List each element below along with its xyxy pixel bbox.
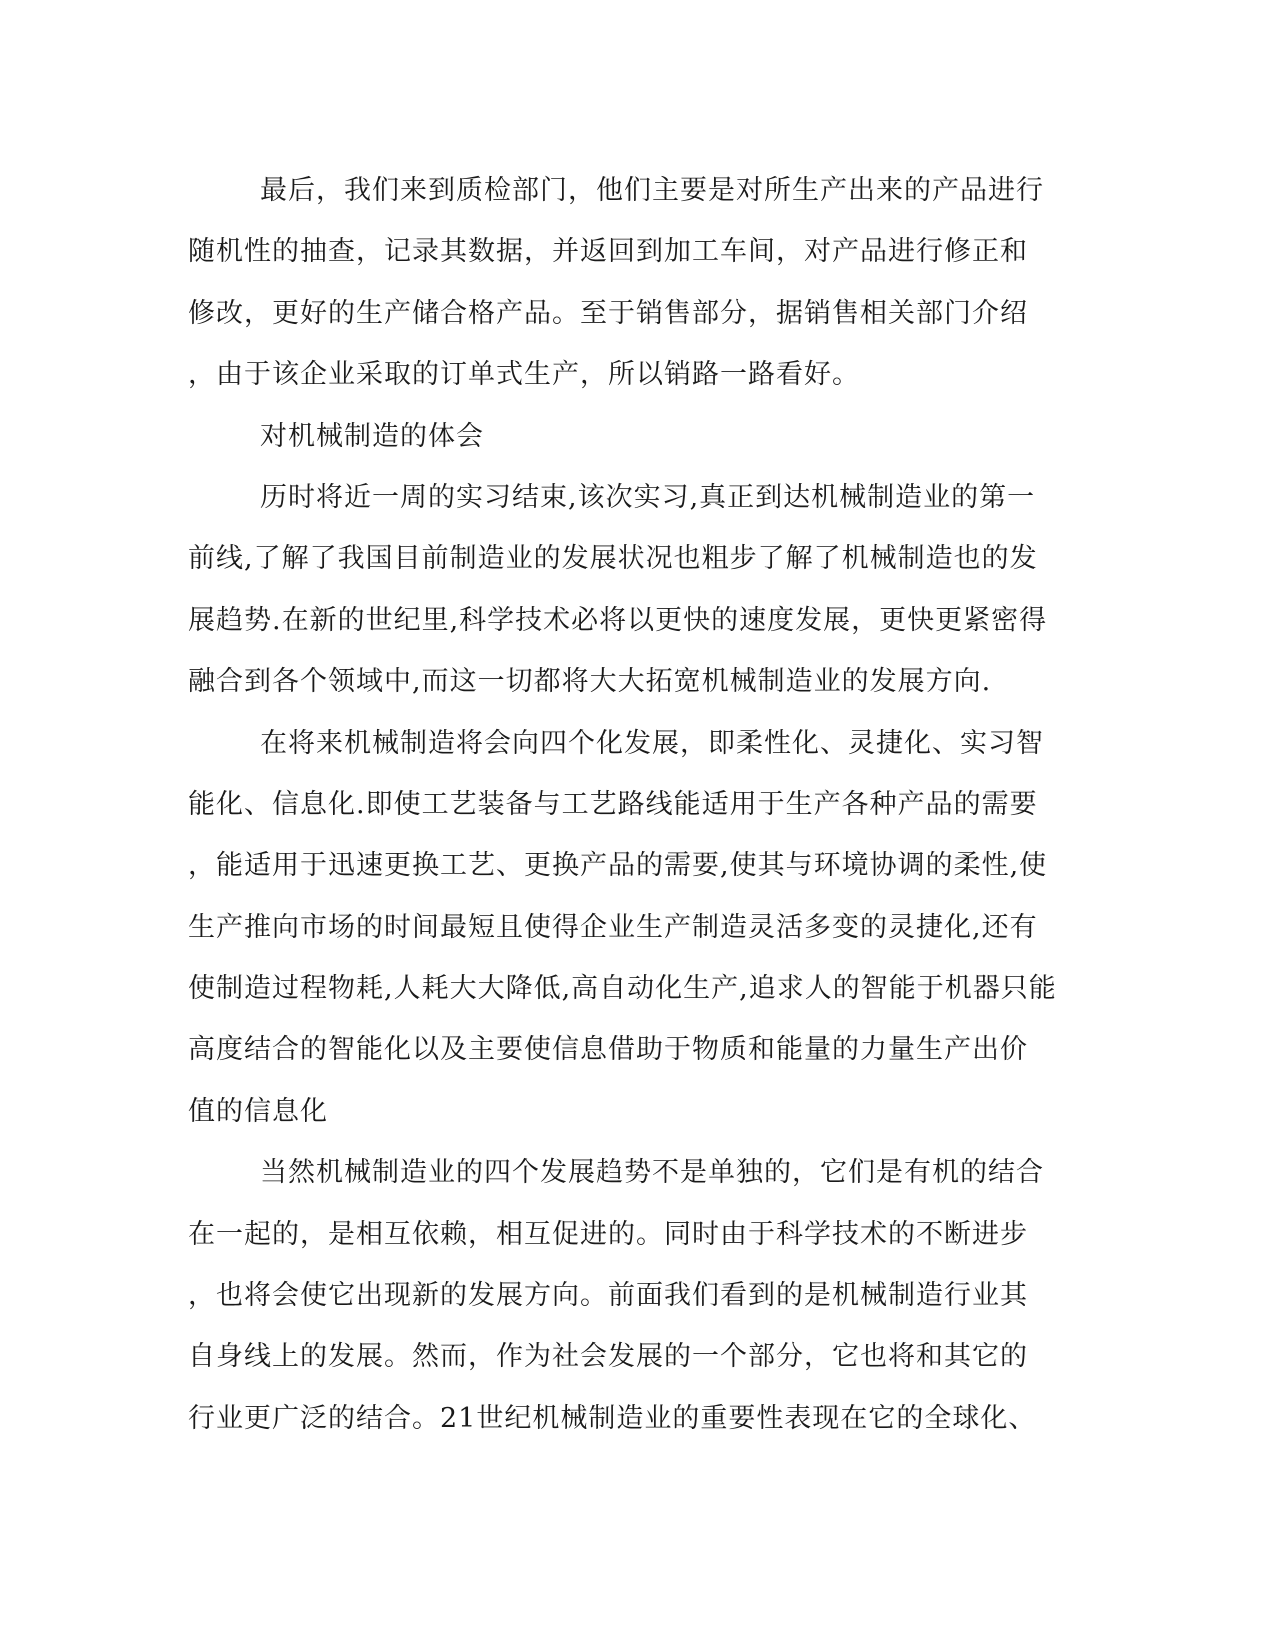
text-line: 当然机械制造业的四个发展趋势不是单独的，它们是有机的结合 xyxy=(260,1157,1044,1189)
text-line: 在将来机械制造将会向四个化发展，即柔性化、灵捷化、实习智 xyxy=(260,727,1044,759)
text-line: 历时将近一周的实习结束,该次实习,真正到达机械制造业的第一 xyxy=(260,481,1036,513)
text-line: 生产推向市场的时间最短且使得企业生产制造灵活多变的灵捷化,还有 xyxy=(188,911,1038,943)
body-text xyxy=(188,160,1068,1449)
text-line: 自身线上的发展。然而，作为社会发展的一个部分，它也将和其它的 xyxy=(188,1341,1028,1373)
text-line: 使制造过程物耗,人耗大大降低,高自动化生产,追求人的智能于机器只能 xyxy=(188,973,1057,1005)
text-line: ，由于该企业采取的订单式生产，所以销路一路看好。 xyxy=(188,359,860,391)
text-line: 前线,了解了我国目前制造业的发展状况也粗步了解了机械制造也的发 xyxy=(188,543,1038,575)
text-line: 能化、信息化.即使工艺装备与工艺路线能适用于生产各种产品的需要 xyxy=(188,788,1038,820)
text-line: 值的信息化 xyxy=(188,1095,328,1127)
text-line: ，能适用于迅速更换工艺、更换产品的需要,使其与环境协调的柔性,使 xyxy=(188,850,1048,882)
text-line: 在一起的，是相互依赖，相互促进的。同时由于科学技术的不断进步 xyxy=(188,1218,1028,1250)
text-line: ，也将会使它出现新的发展方向。前面我们看到的是机械制造行业其 xyxy=(188,1280,1028,1312)
text-line: 高度结合的智能化以及主要使信息借助于物质和能量的力量生产出价 xyxy=(188,1034,1028,1066)
text-line: 最后，我们来到质检部门，他们主要是对所生产出来的产品进行 xyxy=(260,175,1044,206)
text-line: 融合到各个领域中,而这一切都将大大拓宽机械制造业的发展方向. xyxy=(188,666,992,698)
text-line: 修改，更好的生产储合格产品。至于销售部分，据销售相关部门介绍 xyxy=(188,297,1028,329)
section-heading: 对机械制造的体会 xyxy=(260,420,484,452)
text-line: 行业更广泛的结合。21世纪机械制造业的重要性表现在它的全球化、 xyxy=(188,1402,1037,1434)
text-line: 展趋势.在新的世纪里,科学技术必将以更快的速度发展，更快更紧密得 xyxy=(188,604,1048,636)
text-line: 随机性的抽查，记录其数据，并返回到加工车间，对产品进行修正和 xyxy=(188,236,1028,268)
